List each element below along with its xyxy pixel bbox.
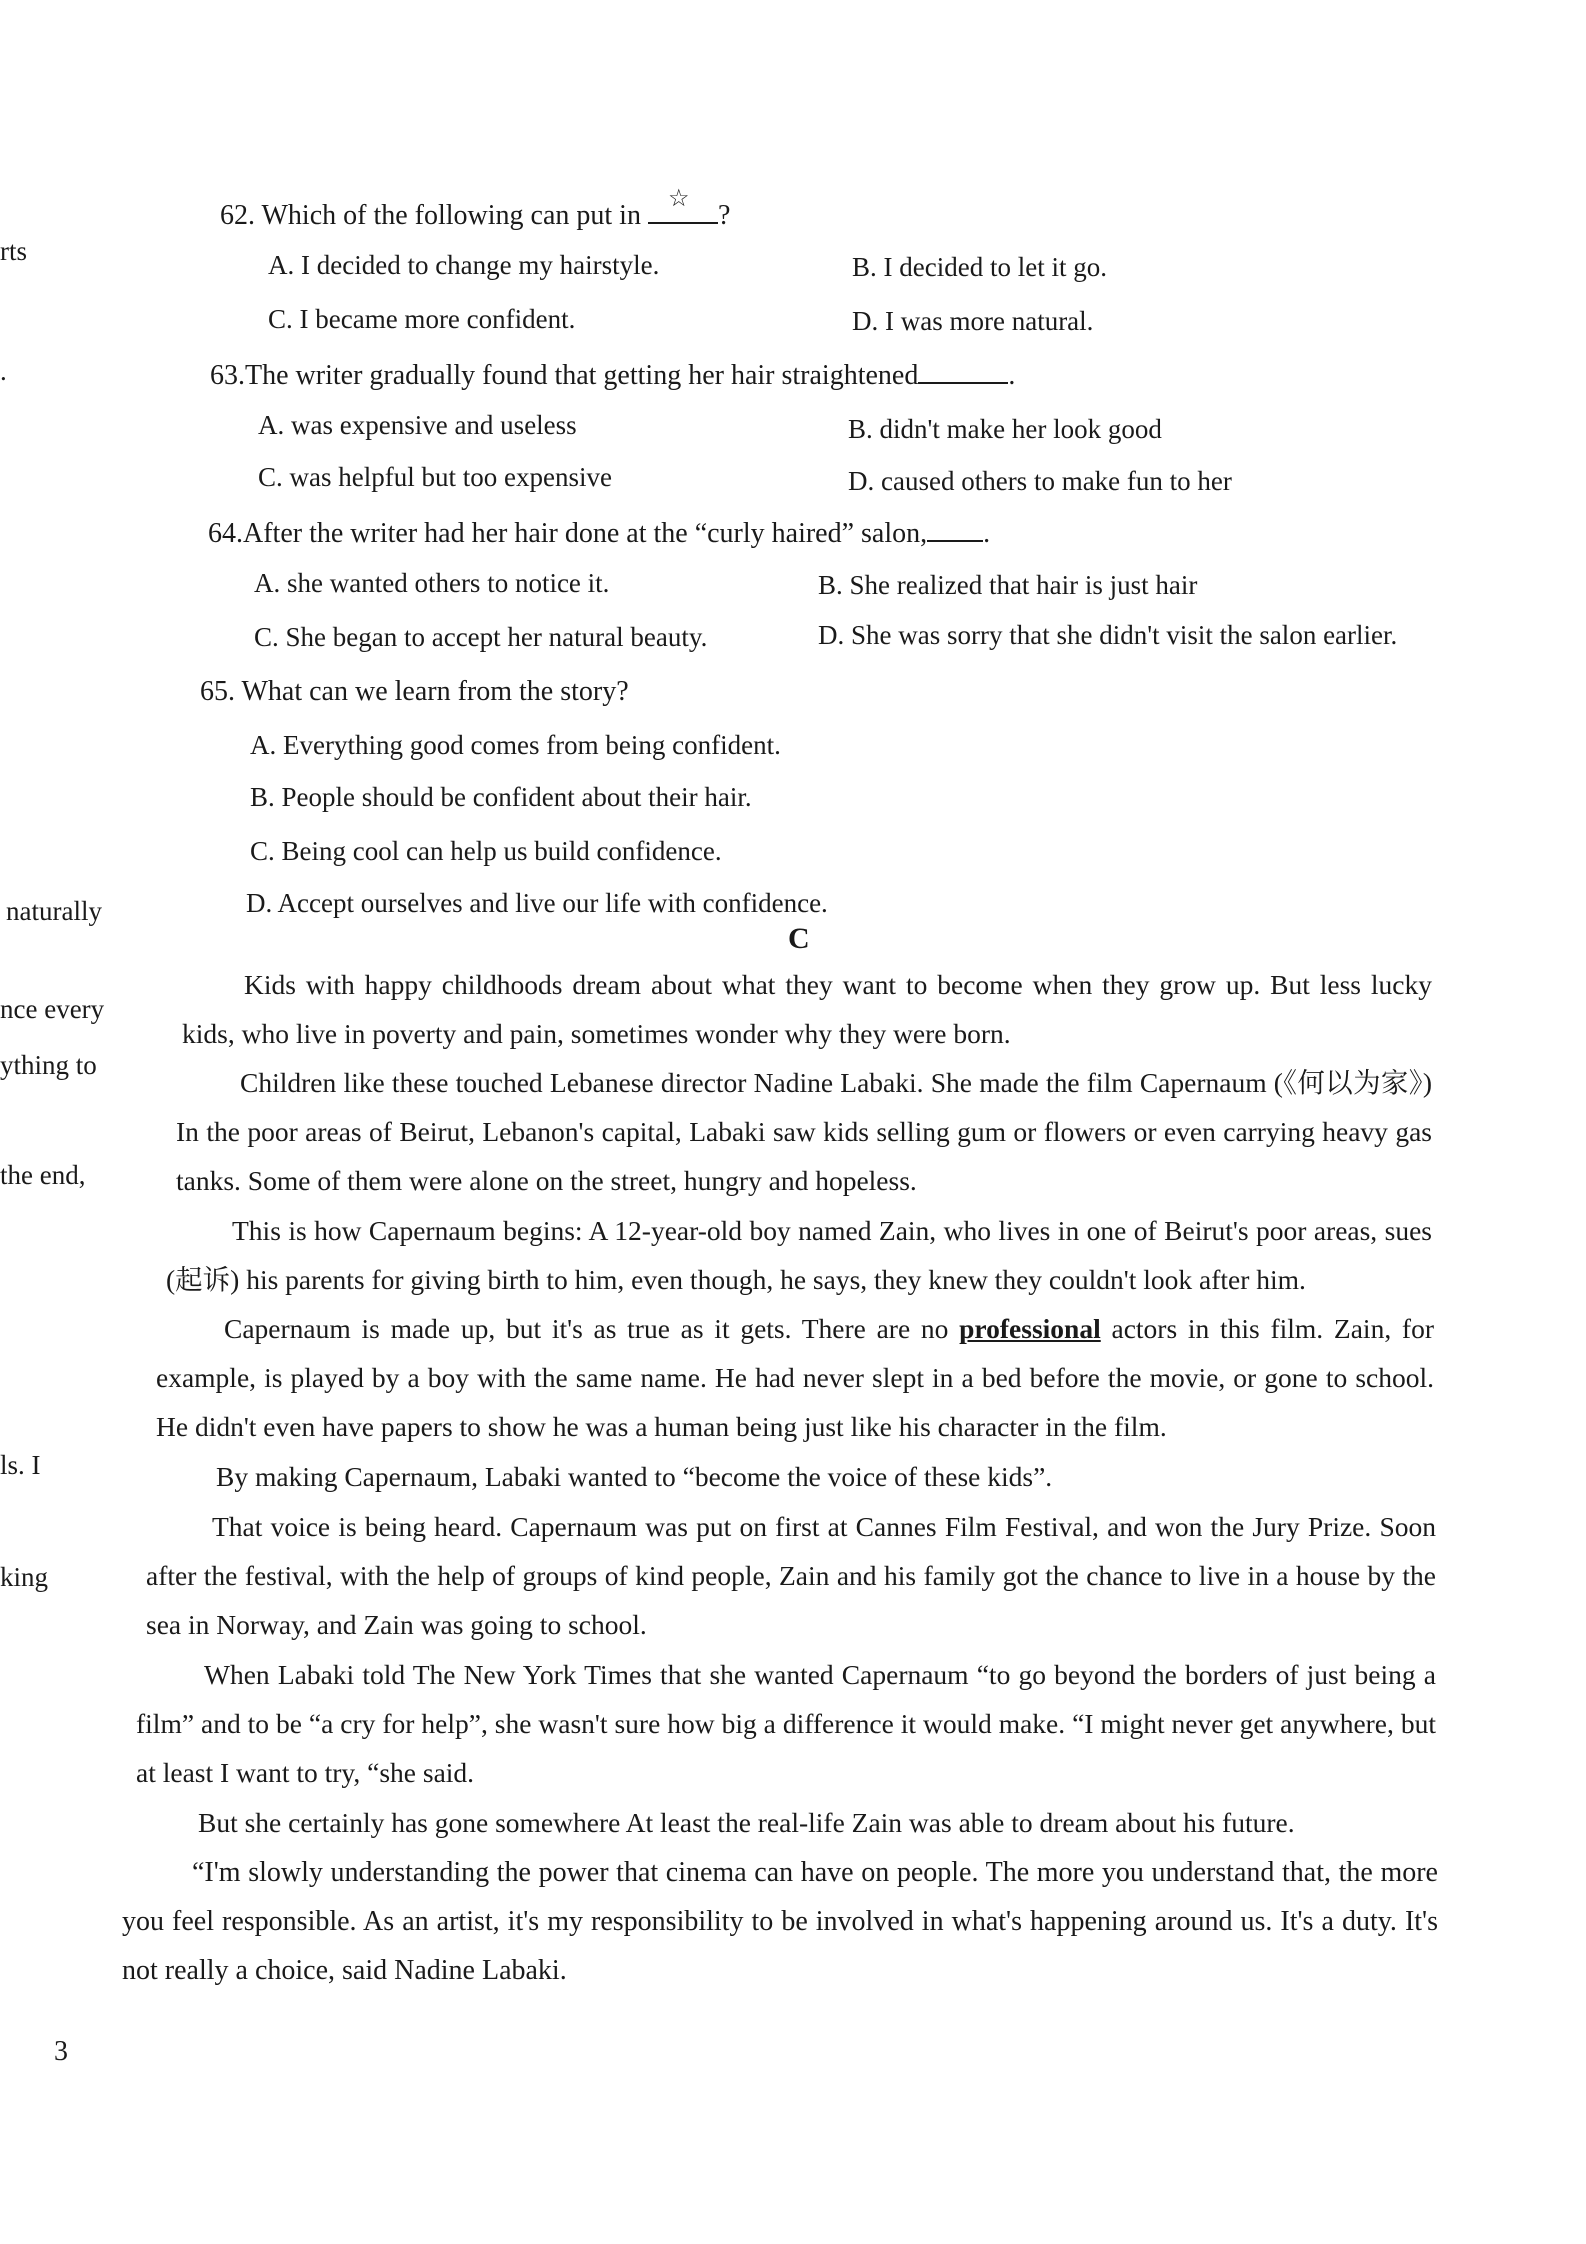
passage-paragraph: Children like these touched Lebanese director Nadine Labaki. She made the film Capernaum (《何以为家》) In the poor areas of Beirut, Lebanon's capital, Labaki saw kids selling gum or flowers or even carrying heavy gas tanks. Some of them were alone on the street, hungry and hopeless.: [176, 1067, 1432, 1196]
section-heading: C: [788, 922, 810, 955]
passage-paragraph: But she certainly has gone somewhere At least the real-life Zain was able to dream about his future.: [198, 1807, 1295, 1838]
answer-blank: [648, 186, 718, 224]
option-b: B. She realized that hair is just hair: [818, 570, 1198, 600]
option-d: D. She was sorry that she didn't visit the salon earlier.: [818, 620, 1398, 650]
option-b: B. People should be confident about their hair.: [250, 782, 752, 812]
passage-paragraph: Kids with happy childhoods dream about what they want to become when they grow up. But less lucky kids, who live in poverty and pain, sometimes wonder why they were born.: [182, 969, 1432, 1049]
page-number: 3: [54, 2036, 68, 2067]
margin-fragment: nce every: [0, 994, 105, 1024]
question-63: 63.The writer gradually found that getting her hair straightened .: [210, 356, 1015, 392]
underlined-word: professional: [959, 1313, 1101, 1344]
star-icon: ☆: [667, 186, 690, 212]
option-c: C. Being cool can help us build confidence.: [250, 836, 722, 866]
option-d: D. Accept ourselves and live our life with confidence.: [246, 888, 828, 918]
margin-fragment: naturally: [6, 896, 102, 926]
question-stem: 63.The writer gradually found that getting her hair straightened: [210, 360, 919, 391]
passage-paragraph: That voice is being heard. Capernaum was put on first at Cannes Film Festival, and won the Jury Prize. Soon after the festival, with the help of groups of kind people, Zain and his family got the chance to live in a house by the sea in Norway, and Zain was going to school.: [146, 1511, 1436, 1640]
margin-fragment: rts: [0, 236, 27, 266]
option-c: C. I became more confident.: [268, 304, 576, 334]
option-b: B. I decided to let it go.: [852, 252, 1107, 282]
option-d: D. I was more natural.: [852, 306, 1094, 336]
passage-paragraph: By making Capernaum, Labaki wanted to “become the voice of these kids”.: [216, 1461, 1053, 1492]
answer-blank: [927, 514, 983, 542]
option-a: A. she wanted others to notice it.: [254, 568, 610, 598]
margin-fragment: king: [0, 1562, 49, 1592]
option-a: A. was expensive and useless: [258, 410, 577, 440]
margin-fragment: ls. I: [0, 1450, 41, 1480]
option-d: D. caused others to make fun to her: [848, 466, 1232, 496]
margin-fragment: the end,: [0, 1160, 86, 1190]
passage-paragraph: This is how Capernaum begins: A 12-year-old boy named Zain, who lives in one of Beirut's poor areas, sues (起诉) his parents for giving birth to him, even though, he says, they knew they couldn't look after him.: [166, 1215, 1432, 1295]
answer-blank: [918, 356, 1008, 384]
option-c: C. She began to accept her natural beauty.: [254, 622, 708, 652]
question-65: 65. What can we learn from the story?: [200, 676, 629, 707]
margin-fragment: .: [0, 356, 7, 386]
passage-paragraph: “I'm slowly understanding the power that cinema can have on people. The more you understand that, the more you feel responsible. As an artist, it's my responsibility to be involved in what's happening around us. It's a duty. It's not really a choice, said Nadine Labaki.: [122, 1857, 1438, 1986]
option-a: A. Everything good comes from being confident.: [250, 730, 781, 760]
passage-paragraph: Capernaum is made up, but it's as true as it gets. There are no professional actors in this film. Zain, for example, is played by a boy with the same name. He had never slept in a bed before the movie, or gone to school. He didn't even have papers to show he was a human being just like his character in the film.: [156, 1313, 1434, 1442]
question-62: 62. Which of the following can put in ☆ ?: [220, 186, 731, 231]
margin-fragment: ything to: [0, 1050, 97, 1080]
question-stem: 62. Which of the following can put in: [220, 200, 641, 231]
option-c: C. was helpful but too expensive: [258, 462, 612, 492]
question-stem: 64.After the writer had her hair done at the “curly haired” salon,: [208, 518, 928, 549]
option-b: B. didn't make her look good: [848, 414, 1162, 444]
option-a: A. I decided to change my hairstyle.: [268, 250, 660, 280]
passage-paragraph: When Labaki told The New York Times that she wanted Capernaum “to go beyond the borders of just being a film” and to be “a cry for help”, she wasn't sure how big a difference it would make. “I might never get anywhere, but at least I want to try, “she said.: [136, 1659, 1436, 1788]
question-64: 64.After the writer had her hair done at the “curly haired” salon, .: [208, 514, 990, 550]
